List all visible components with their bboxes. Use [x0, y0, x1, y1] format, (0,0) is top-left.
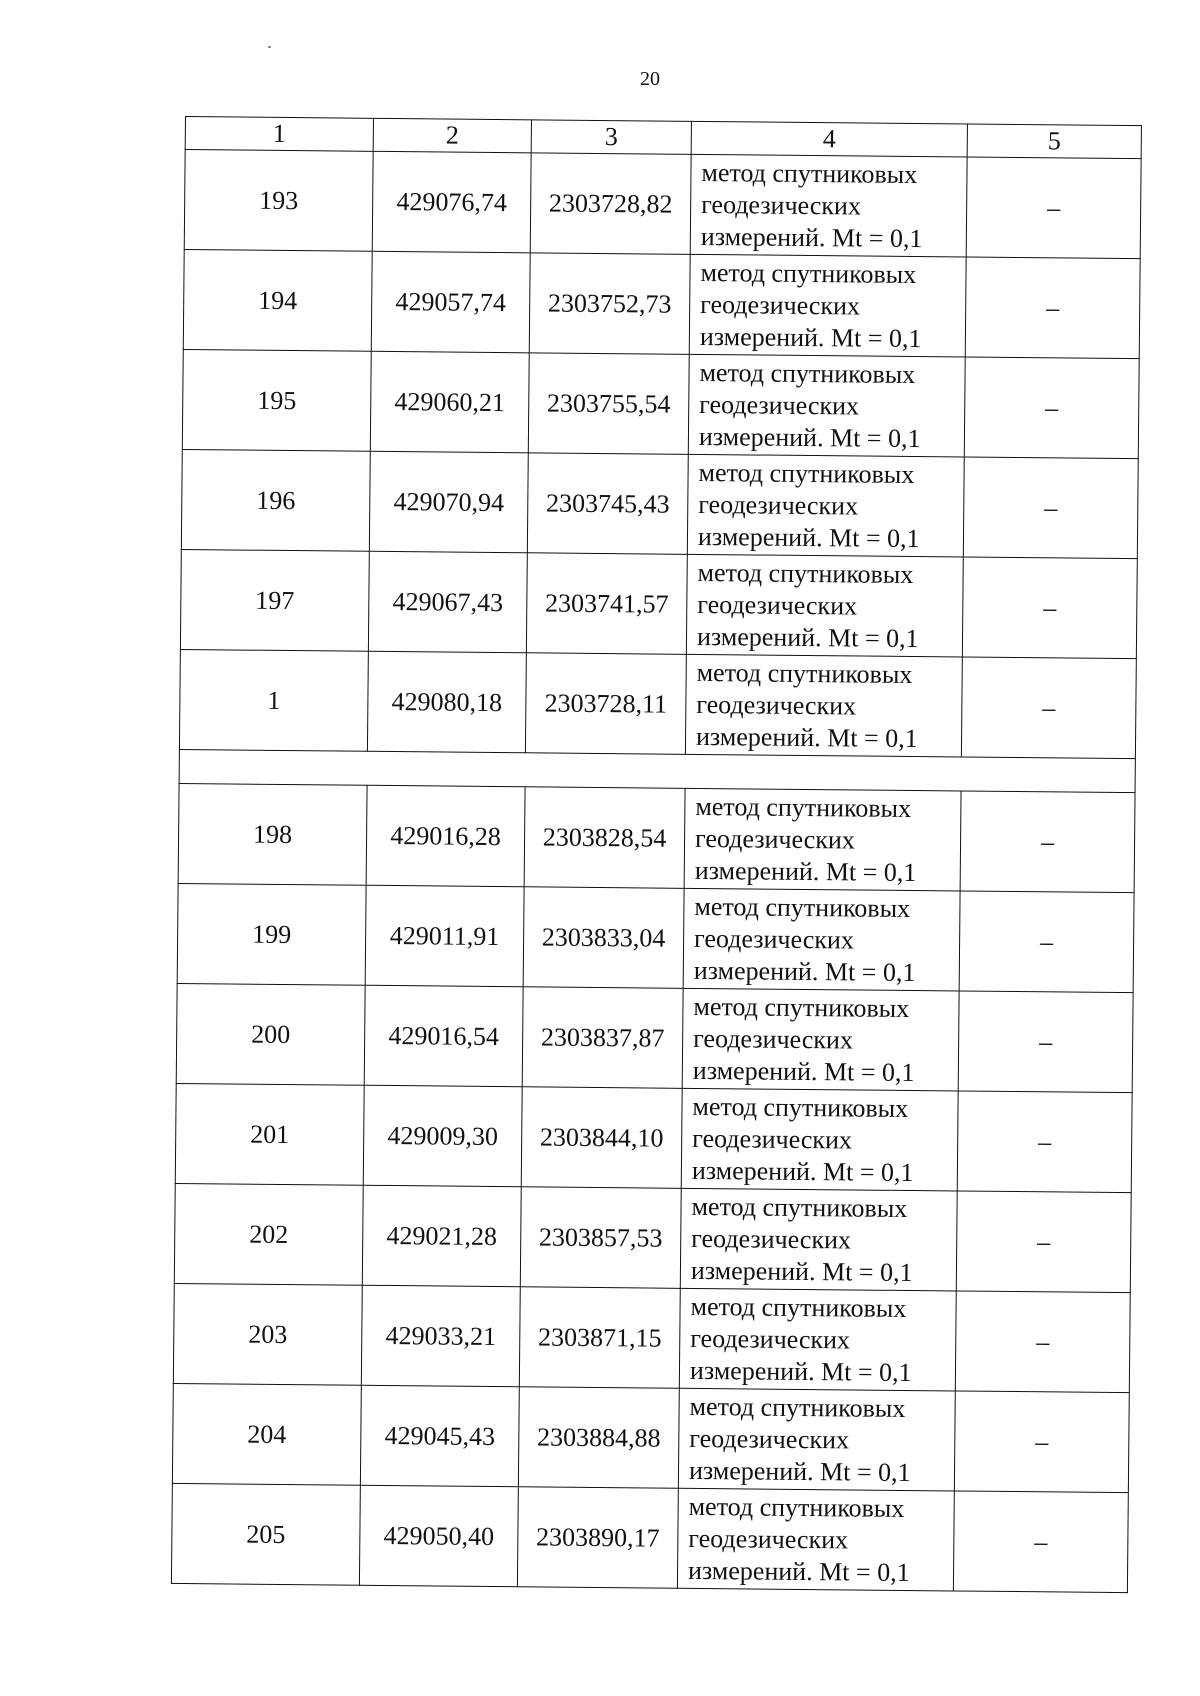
method-cell — [678, 1388, 955, 1491]
y-coordinate-cell: 2303833,04 — [523, 887, 684, 989]
y-coordinate-cell: 2303741,57 — [526, 553, 687, 655]
note-cell: – — [962, 557, 1137, 659]
x-coordinate-cell: 429021,28 — [362, 1185, 521, 1287]
method-line: метод спутниковых — [691, 1191, 908, 1223]
column-header: 5 — [967, 124, 1141, 159]
note-cell: – — [959, 891, 1134, 993]
column-header: 3 — [531, 120, 691, 155]
method-line: геодезических — [697, 589, 858, 620]
note-cell: – — [964, 357, 1139, 459]
point-number-cell: 197 — [180, 549, 369, 651]
method-line: метод спутниковых — [697, 557, 914, 589]
method-cell — [688, 354, 965, 457]
method-line: геодезических — [700, 289, 861, 320]
method-line: измерений. Mt = 0,1 — [699, 321, 922, 353]
method-line: метод спутниковых — [693, 991, 910, 1023]
method-line: метод спутниковых — [695, 791, 912, 823]
method-line: метод спутниковых — [690, 1291, 907, 1323]
y-coordinate-cell: 2303844,10 — [521, 1087, 682, 1189]
table-row — [178, 783, 1135, 892]
note-cell: – — [958, 991, 1133, 1093]
y-coordinate-cell: 2303728,82 — [530, 153, 691, 255]
method-line: измерений. Mt = 0,1 — [696, 621, 919, 653]
x-coordinate-cell: 429057,74 — [371, 251, 530, 353]
page-number: 20 — [640, 68, 660, 90]
point-number-cell: 202 — [174, 1183, 363, 1285]
table-row — [179, 649, 1136, 758]
method-line: измерений. Mt = 0,1 — [691, 1155, 914, 1187]
y-coordinate-cell: 2303755,54 — [528, 353, 689, 455]
method-line: метод спутниковых — [689, 1391, 906, 1423]
method-cell — [683, 888, 960, 991]
y-coordinate-cell: 2303884,88 — [518, 1387, 679, 1489]
column-header: 2 — [373, 118, 531, 153]
method-line: геодезических — [699, 389, 860, 420]
x-coordinate-cell: 429045,43 — [360, 1385, 519, 1487]
method-line: геодезических — [696, 689, 857, 720]
x-coordinate-cell: 429016,28 — [366, 785, 525, 887]
method-line: геодезических — [694, 823, 855, 854]
method-line: измерений. Mt = 0,1 — [694, 855, 917, 887]
note-cell: – — [965, 257, 1140, 359]
point-number-cell: 204 — [172, 1383, 361, 1485]
table-row — [177, 883, 1134, 992]
y-coordinate-cell: 2303837,87 — [522, 987, 683, 1089]
method-cell — [682, 988, 959, 1091]
table-row — [174, 1183, 1131, 1292]
point-number-cell: 201 — [175, 1083, 364, 1185]
method-line: измерений. Mt = 0,1 — [689, 1355, 912, 1387]
method-line: измерений. Mt = 0,1 — [693, 955, 916, 987]
note-cell: – — [960, 791, 1135, 893]
note-cell: – — [954, 1391, 1129, 1493]
x-coordinate-cell: 429070,94 — [369, 451, 528, 553]
method-cell — [685, 654, 962, 757]
x-coordinate-cell: 429050,40 — [359, 1485, 518, 1587]
method-line: метод спутниковых — [688, 1491, 905, 1523]
table-row — [180, 549, 1137, 658]
y-coordinate-cell: 2303745,43 — [527, 453, 688, 555]
y-coordinate-cell: 2303871,15 — [519, 1287, 680, 1389]
method-cell — [684, 788, 961, 891]
method-line: геодезических — [691, 1223, 852, 1254]
point-number-cell: 203 — [173, 1283, 362, 1385]
method-cell — [689, 254, 966, 357]
table-row — [176, 983, 1133, 1092]
x-coordinate-cell: 429009,30 — [363, 1085, 522, 1187]
x-coordinate-cell: 429033,21 — [361, 1285, 520, 1387]
point-number-cell: 200 — [176, 983, 365, 1085]
method-line: геодезических — [693, 923, 854, 954]
method-line: измерений. Mt = 0,1 — [695, 721, 918, 753]
method-cell — [687, 454, 964, 557]
method-line: геодезических — [689, 1423, 850, 1454]
note-cell: – — [955, 1291, 1130, 1393]
method-cell — [677, 1488, 954, 1591]
table-row — [172, 1383, 1129, 1492]
x-coordinate-cell: 429067,43 — [368, 551, 527, 653]
y-coordinate-cell: 2303828,54 — [524, 787, 685, 889]
method-line: геодезических — [690, 1323, 851, 1354]
column-header: 4 — [691, 121, 967, 157]
x-coordinate-cell: 429076,74 — [372, 151, 531, 253]
point-number-cell: 205 — [171, 1483, 360, 1585]
method-line: метод спутниковых — [696, 657, 913, 689]
method-cell — [690, 154, 967, 257]
note-cell: – — [957, 1091, 1132, 1193]
x-coordinate-cell: 429060,21 — [370, 351, 529, 453]
method-line: измерений. Mt = 0,1 — [692, 1055, 915, 1087]
method-line: измерений. Mt = 0,1 — [698, 421, 921, 453]
method-line: геодезических — [692, 1123, 853, 1154]
method-line: метод спутниковых — [700, 257, 917, 289]
table-row — [173, 1283, 1130, 1392]
method-line: измерений. Mt = 0,1 — [700, 221, 923, 253]
method-cell — [686, 554, 963, 657]
method-cell — [679, 1288, 956, 1391]
point-number-cell: 198 — [178, 783, 367, 885]
point-number-cell: 195 — [182, 349, 371, 451]
method-line: геодезических — [698, 489, 859, 520]
table-row — [175, 1083, 1132, 1192]
method-line: метод спутниковых — [699, 357, 916, 389]
method-line: метод спутниковых — [692, 1091, 909, 1123]
note-cell: – — [956, 1191, 1131, 1293]
x-coordinate-cell: 429011,91 — [365, 885, 524, 987]
coordinates-table — [171, 116, 1142, 1593]
point-number-cell: 193 — [184, 150, 373, 252]
table-row — [184, 150, 1141, 259]
y-coordinate-cell: 2303890,17 — [517, 1487, 678, 1589]
method-line: геодезических — [688, 1523, 849, 1554]
y-coordinate-cell: 2303752,73 — [529, 253, 690, 355]
method-line: измерений. Mt = 0,1 — [690, 1255, 913, 1287]
point-number-cell: 1 — [179, 649, 368, 751]
method-line: метод спутниковых — [698, 457, 915, 489]
x-coordinate-cell: 429080,18 — [367, 651, 526, 753]
method-line: измерений. Mt = 0,1 — [687, 1555, 910, 1587]
coordinates-table-body — [171, 117, 1141, 1593]
table-row — [171, 1483, 1128, 1592]
point-number-cell: 196 — [181, 449, 370, 551]
method-line: измерений. Mt = 0,1 — [697, 521, 920, 553]
y-coordinate-cell: 2303857,53 — [520, 1187, 681, 1289]
method-line: геодезических — [701, 189, 862, 220]
x-coordinate-cell: 429016,54 — [364, 985, 523, 1087]
method-line: геодезических — [693, 1023, 854, 1054]
y-coordinate-cell: 2303728,11 — [525, 653, 686, 755]
method-line: измерений. Mt = 0,1 — [688, 1455, 911, 1487]
note-cell: – — [966, 157, 1141, 259]
table-row — [181, 449, 1138, 558]
column-header: 1 — [185, 117, 373, 152]
table-row — [183, 249, 1140, 358]
method-cell — [680, 1188, 957, 1291]
method-cell — [681, 1088, 958, 1191]
note-cell: – — [963, 457, 1138, 559]
point-number-cell: 199 — [177, 883, 366, 985]
scan-speck — [268, 46, 271, 48]
point-number-cell: 194 — [183, 249, 372, 351]
note-cell: – — [953, 1491, 1128, 1593]
note-cell: – — [961, 657, 1136, 759]
method-line: метод спутниковых — [694, 891, 911, 923]
method-line: метод спутниковых — [701, 157, 918, 189]
table-row — [182, 349, 1139, 458]
